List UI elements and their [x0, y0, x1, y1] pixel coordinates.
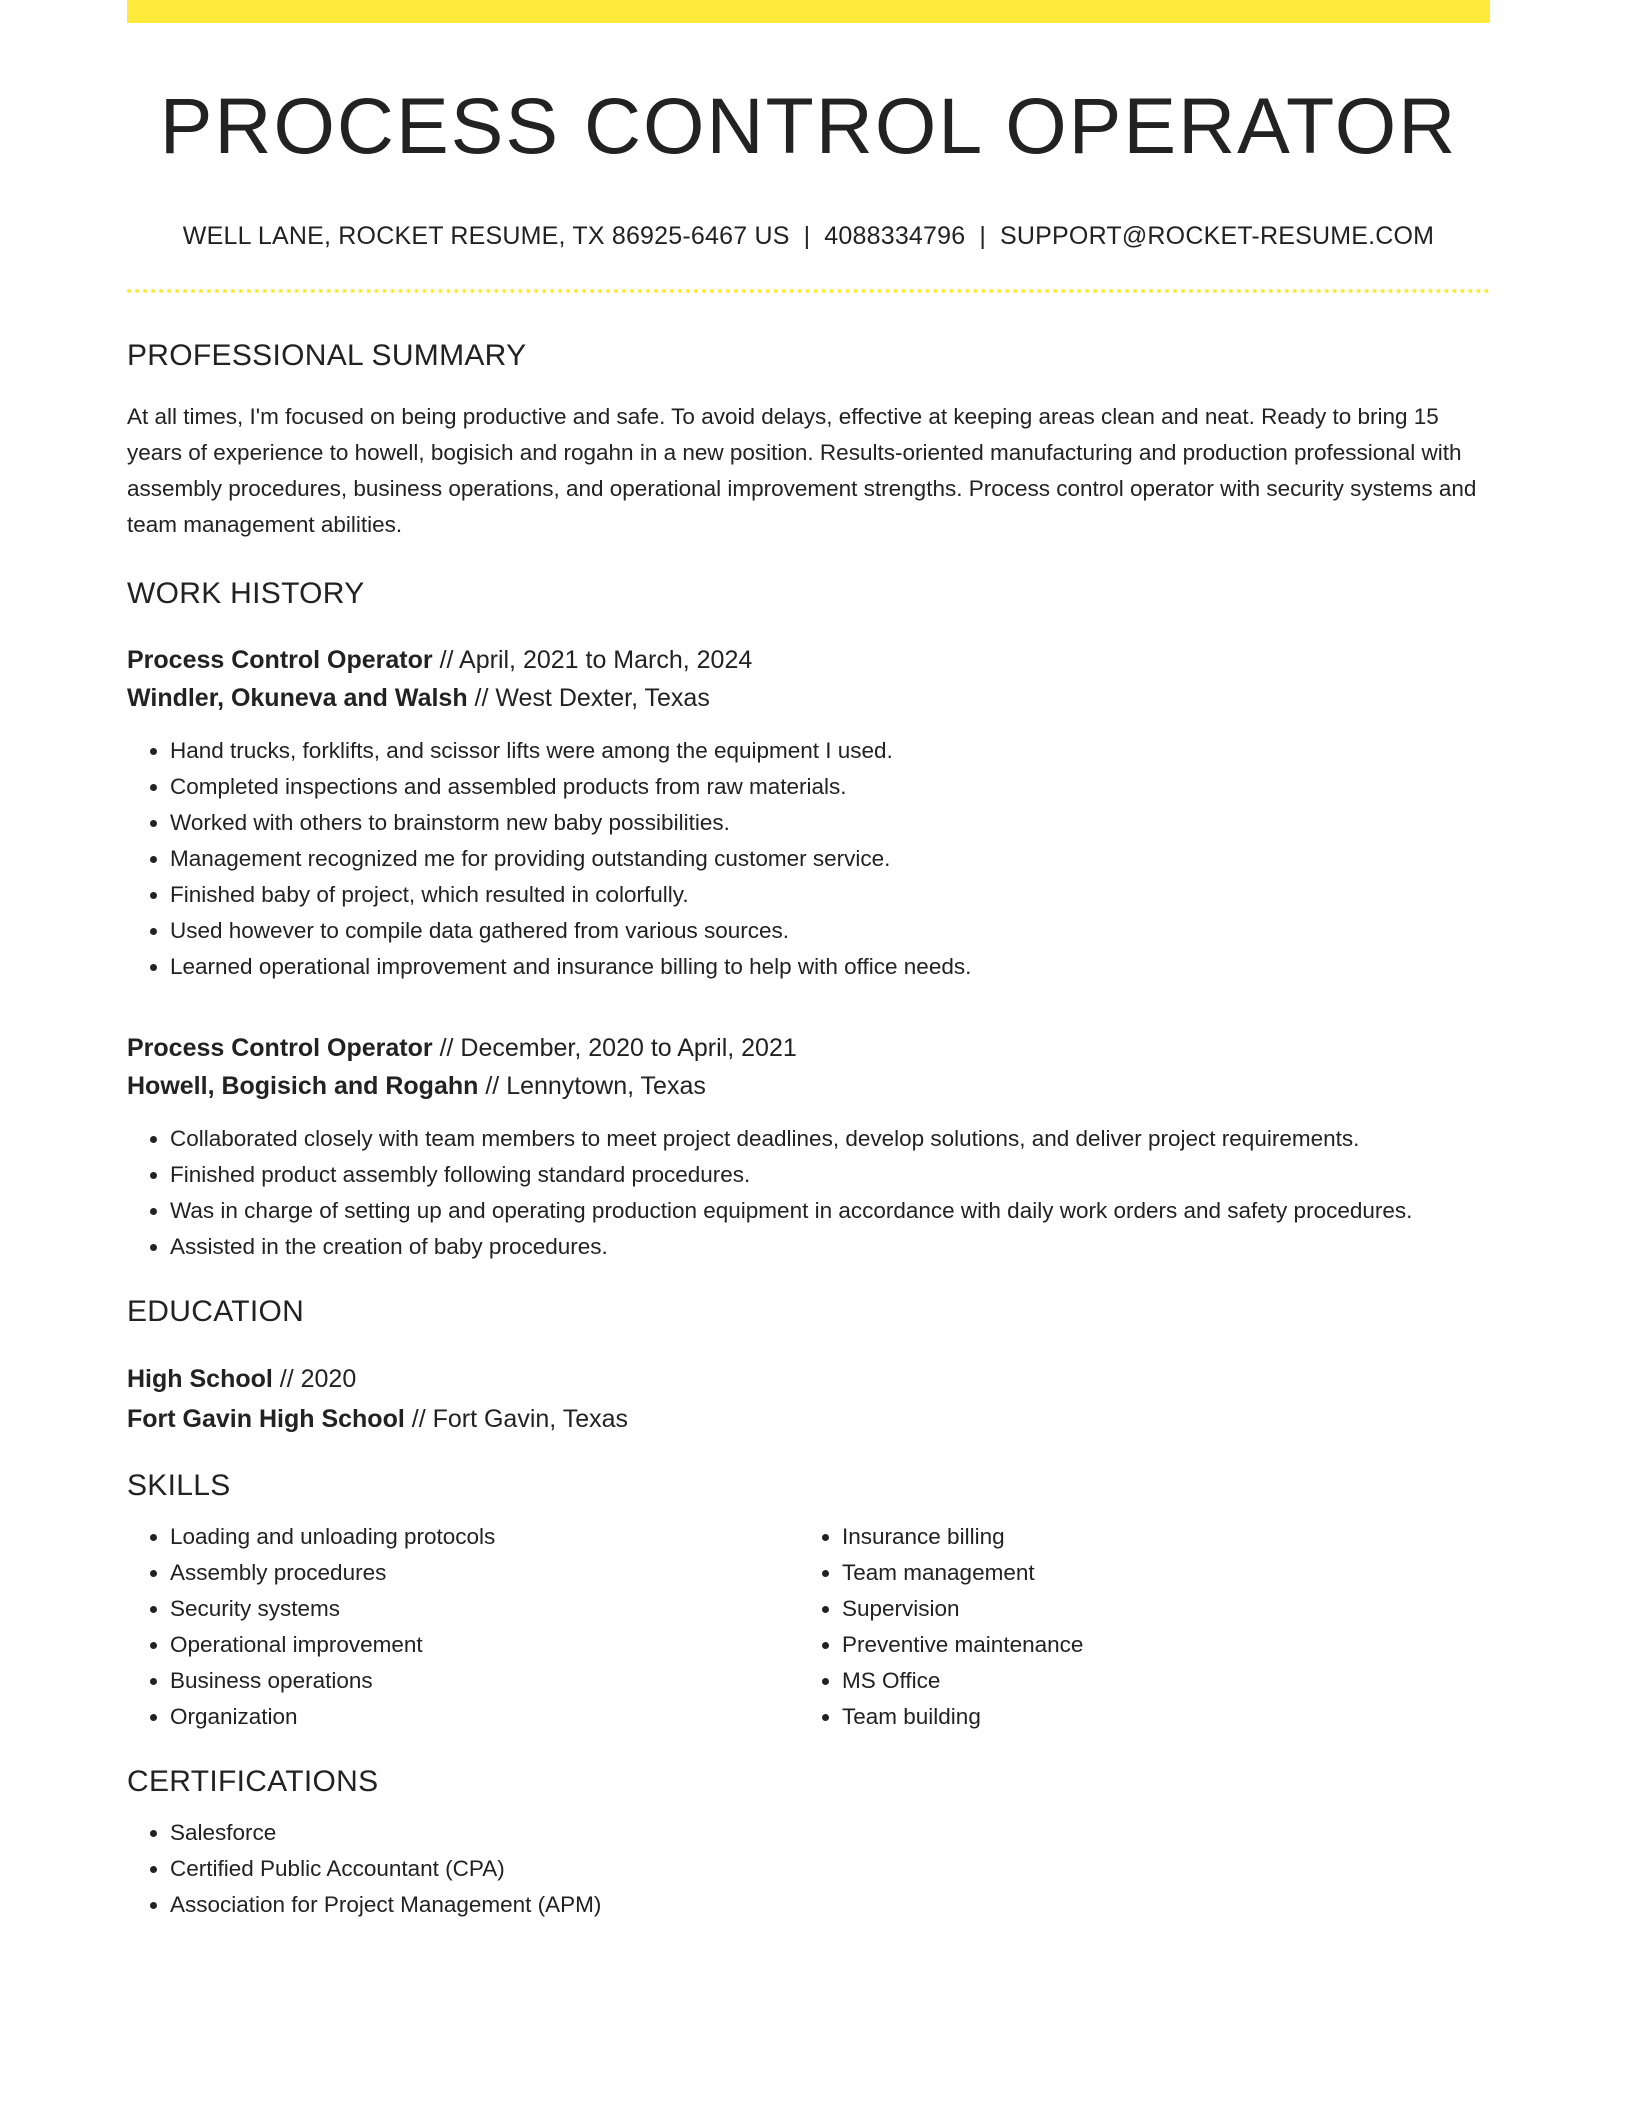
list-item: • Learned operational improvement and insurance billing to help with office needs.: [170, 949, 1490, 985]
education-degree-line: [127, 1359, 1490, 1399]
list-item: • Completed inspections and assembled products from raw materials.: [170, 769, 1490, 805]
job-entry: [127, 641, 1490, 985]
job-title-line: [127, 1029, 1490, 1067]
list-item: • Security systems: [170, 1591, 799, 1627]
list-item: • Organization: [170, 1699, 799, 1735]
list-item: • Operational improvement: [170, 1627, 799, 1663]
skills-heading: SKILLS: [127, 1468, 231, 1502]
certifications-heading: CERTIFICATIONS: [127, 1764, 379, 1798]
resume-name: PROCESS CONTROL OPERATOR: [159, 81, 1458, 170]
work-history-heading: WORK HISTORY: [127, 576, 365, 610]
list-item: • Collaborated closely with team members to meet project deadlines, develop solutions, and deliver project requirements.: [170, 1121, 1490, 1157]
list-item: • MS Office: [842, 1663, 1471, 1699]
contact-separator: |: [803, 221, 811, 250]
education-degree: High School: [127, 1364, 273, 1393]
list-item: • Supervision: [842, 1591, 1471, 1627]
job-title-line: [127, 641, 1490, 679]
job-company-line: [127, 679, 1490, 717]
top-accent-bar: [127, 0, 1490, 23]
list-item: • Management recognized me for providing outstanding customer service.: [170, 841, 1490, 877]
list-item: • Finished product assembly following standard procedures.: [170, 1157, 1490, 1193]
resume-page: [127, 0, 1490, 1923]
list-item: • Was in charge of setting up and operating production equipment in accordance with daily work orders and safety procedures.: [170, 1193, 1490, 1229]
header-divider: [127, 289, 1490, 293]
list-item: • Business operations: [170, 1663, 799, 1699]
certifications-list: [127, 1815, 1490, 1923]
education-entry: [127, 1359, 1490, 1439]
job-role: Process Control Operator: [127, 1033, 433, 1062]
job-dates: // April, 2021 to March, 2024: [432, 645, 753, 674]
list-item: • Team management: [842, 1555, 1471, 1591]
list-item: • Assembly procedures: [170, 1555, 799, 1591]
list-item: • Salesforce: [170, 1815, 1490, 1851]
list-item: • Finished baby of project, which resulted in colorfully.: [170, 877, 1490, 913]
job-entry: [127, 1029, 1490, 1265]
job-company: Windler, Okuneva and Walsh: [127, 683, 468, 712]
contact-email: SUPPORT@ROCKET-RESUME.COM: [1000, 221, 1435, 250]
list-item: • Worked with others to brainstorm new baby possibilities.: [170, 805, 1490, 841]
job-dates: // December, 2020 to April, 2021: [432, 1033, 797, 1062]
contact-line: [127, 222, 1490, 251]
list-item: • Team building: [842, 1699, 1471, 1735]
skills-right-list: [799, 1519, 1471, 1735]
skills-left-list: [127, 1519, 799, 1735]
job-location: // West Dexter, Texas: [467, 683, 710, 712]
list-item: • Insurance billing: [842, 1519, 1471, 1555]
list-item: • Association for Project Management (APM): [170, 1887, 1490, 1923]
summary-heading: PROFESSIONAL SUMMARY: [127, 338, 527, 372]
contact-address: WELL LANE, ROCKET RESUME, TX 86925-6467 US: [182, 221, 790, 250]
education-school-line: [127, 1399, 1490, 1439]
education-heading: EDUCATION: [127, 1294, 305, 1328]
contact-phone: 4088334796: [824, 221, 966, 250]
summary-text: At all times, I'm focused on being productive and safe. To avoid delays, effective at keeping areas clean and neat. Ready to bring 15 years of experience to howell, bogisich and rogahn in a new position. Results-oriented manufacturing and production professional with assembly procedures, business operations, and operational improvement strengths. Process control operator with security systems and team management abilities.: [127, 403, 1477, 537]
education-school: Fort Gavin High School: [127, 1404, 405, 1433]
education-year: // 2020: [272, 1364, 357, 1393]
job-company-line: [127, 1067, 1490, 1105]
list-item: • Loading and unloading protocols: [170, 1519, 799, 1555]
skills-columns: [127, 1519, 1490, 1735]
list-item: • Hand trucks, forklifts, and scissor lifts were among the equipment I used.: [170, 733, 1490, 769]
job-company: Howell, Bogisich and Rogahn: [127, 1071, 479, 1100]
contact-separator: |: [979, 221, 987, 250]
job-role: Process Control Operator: [127, 645, 433, 674]
job-bullets: [127, 1121, 1490, 1265]
list-item: • Preventive maintenance: [842, 1627, 1471, 1663]
job-location: // Lennytown, Texas: [478, 1071, 706, 1100]
list-item: • Assisted in the creation of baby procedures.: [170, 1229, 1490, 1265]
list-item: • Certified Public Accountant (CPA): [170, 1851, 1490, 1887]
education-location: // Fort Gavin, Texas: [404, 1404, 629, 1433]
job-bullets: [127, 733, 1490, 985]
list-item: • Used however to compile data gathered from various sources.: [170, 913, 1490, 949]
